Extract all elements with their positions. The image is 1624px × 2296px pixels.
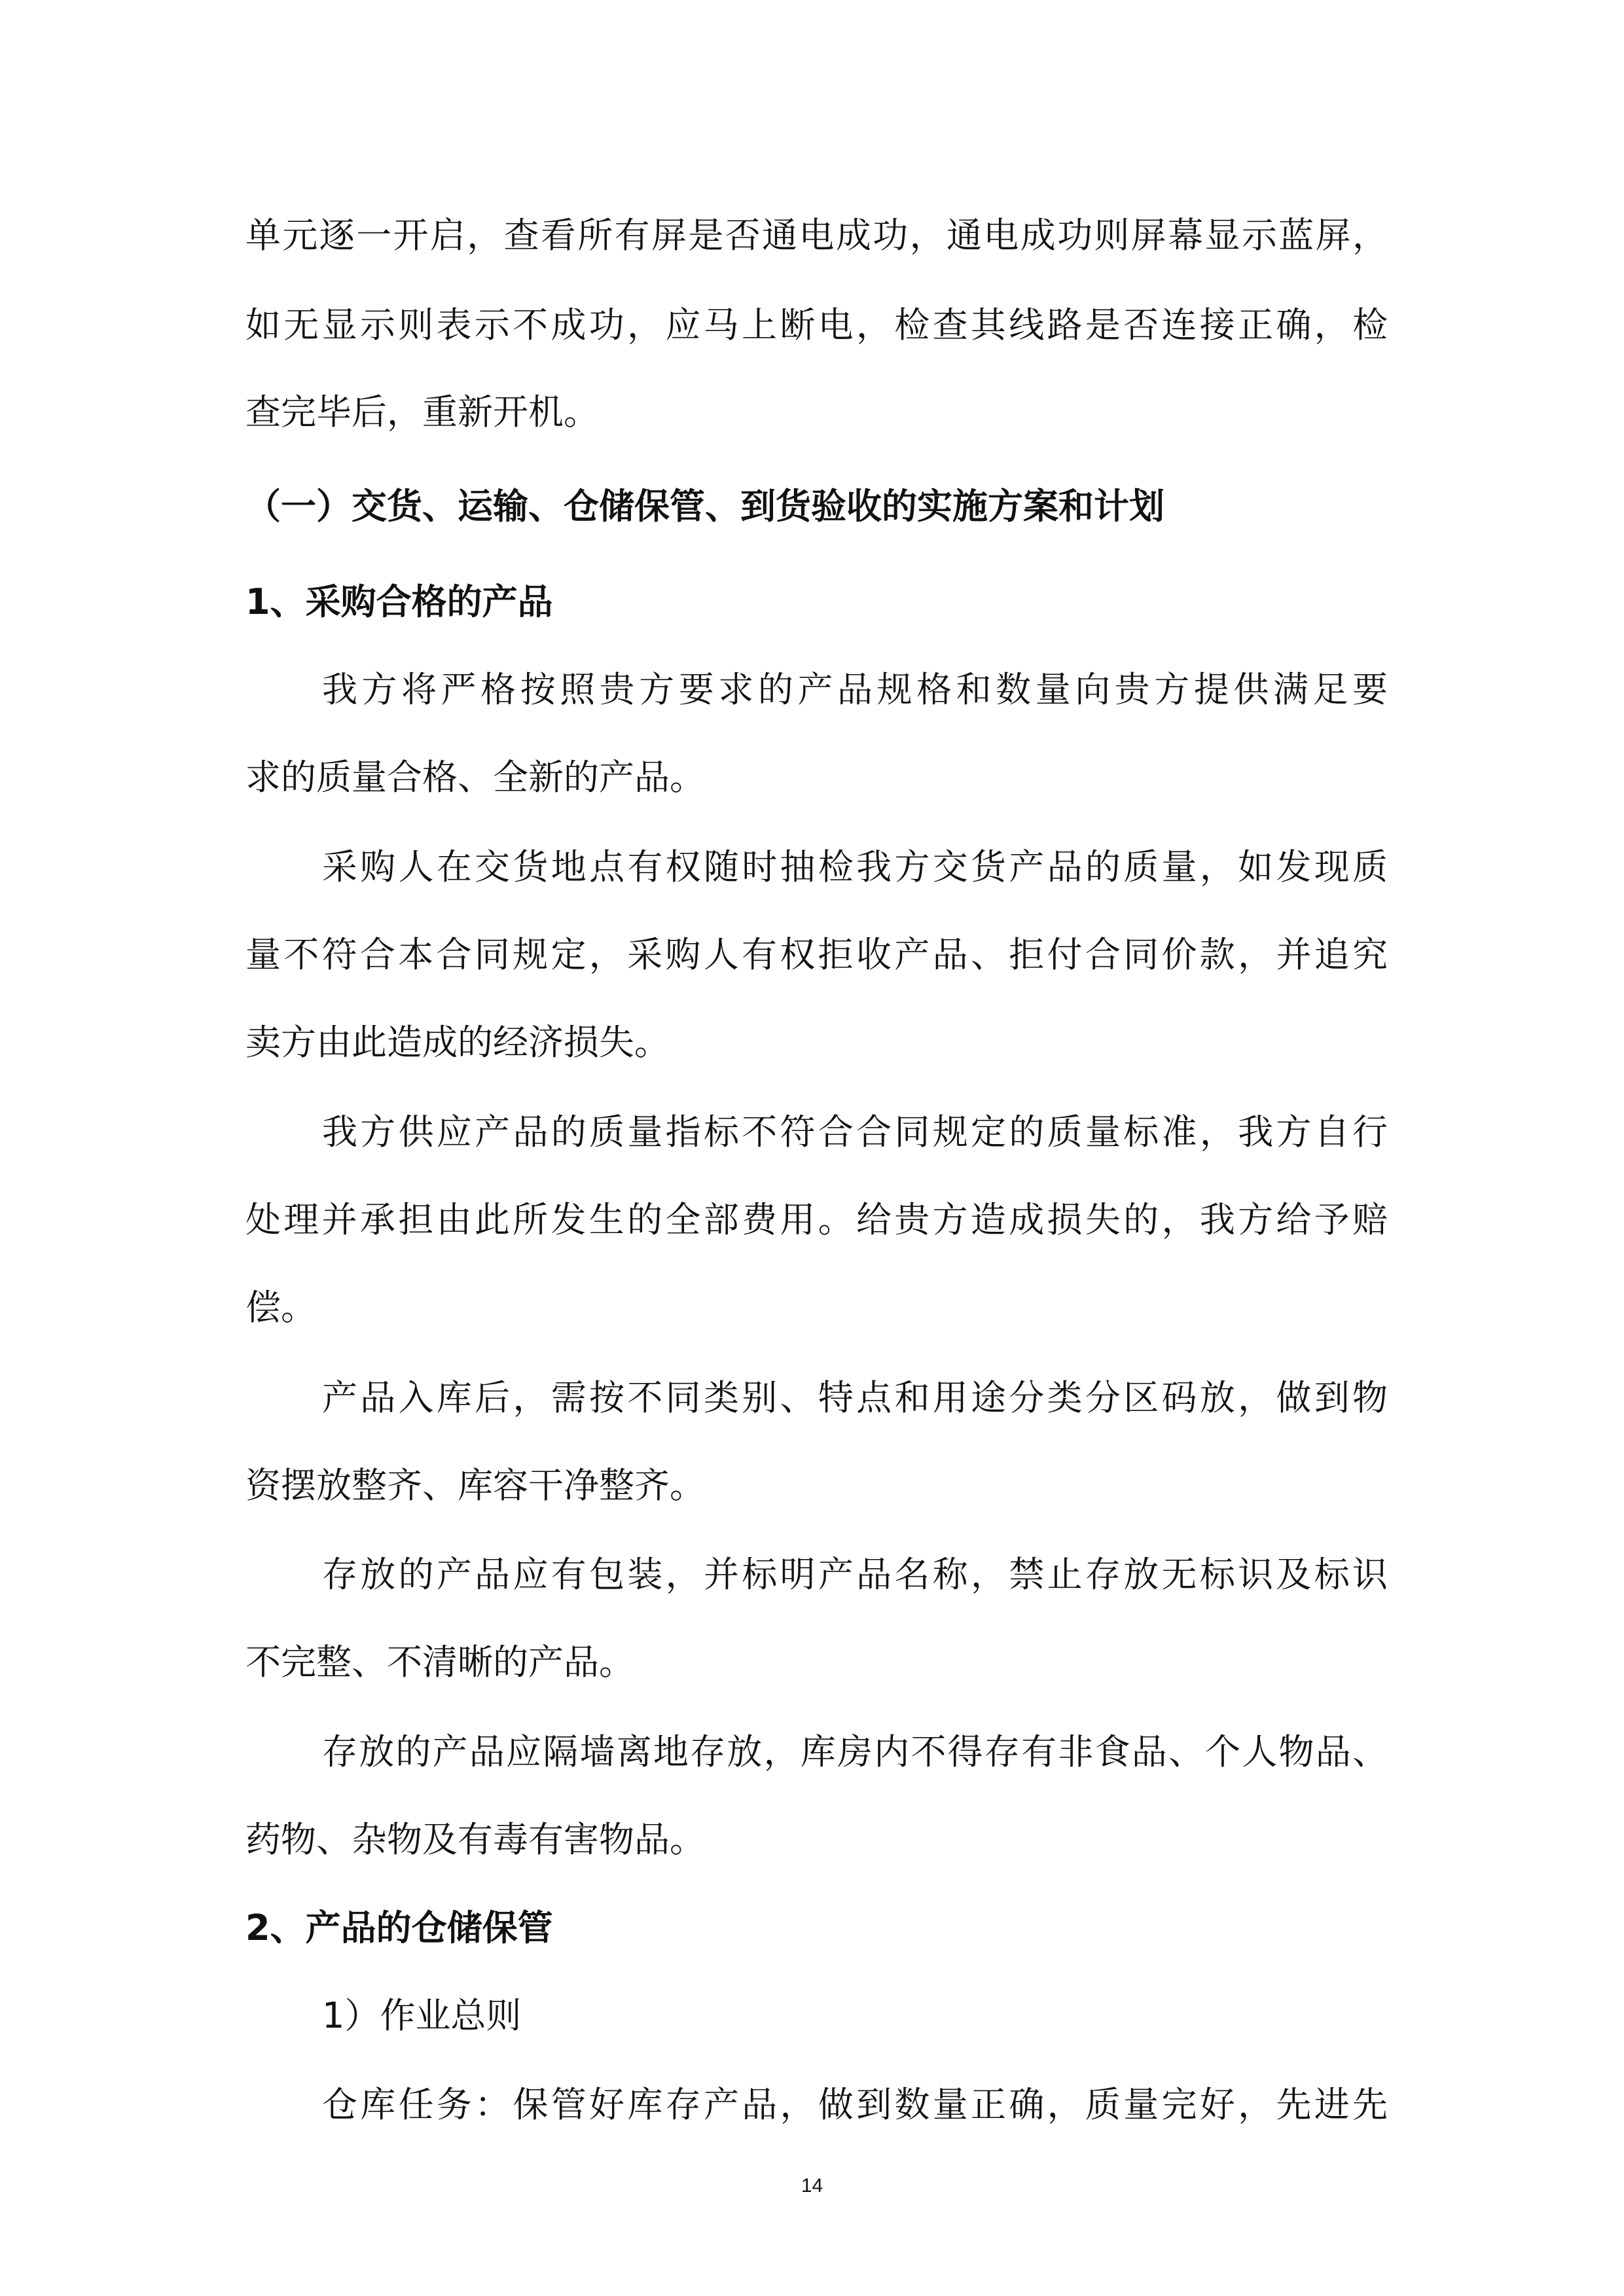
paragraph-first-line: 存放的产品应隔墙离地存放，库房内不得存有非食品、个人物品、 [322, 1731, 1388, 1772]
subsection-heading: 2、产品的仓储保管 [245, 1907, 553, 1948]
body-text-line: 求的质量合格、全新的产品。 [245, 757, 705, 798]
body-text-line: 查完毕后，重新开机。 [245, 391, 599, 433]
body-text-line: 资摆放整齐、库容干净整齐。 [245, 1465, 705, 1506]
body-text-line: 卖方由此造成的经济损失。 [245, 1022, 670, 1063]
paragraph-first-line: 产品入库后，需按不同类别、特点和用途分类分区码放，做到物 [322, 1377, 1388, 1418]
body-text-line: 药物、杂物及有毒有害物品。 [245, 1819, 705, 1860]
page-number: 14 [801, 2175, 823, 2197]
body-text-line: 处理并承担由此所发生的全部费用。给贵方造成损失的，我方给予赔 [245, 1199, 1388, 1240]
paragraph-first-line: 采购人在交货地点有权随时抽检我方交货产品的质量，如发现质 [322, 846, 1388, 888]
body-text-line: 单元逐一开启，查看所有屏是否通电成功，通电成功则屏幕显示蓝屏， [245, 215, 1388, 256]
section-heading: （一）交货、运输、仓储保管、到货验收的实施方案和计划 [245, 486, 1164, 527]
body-text-line: 如无显示则表示不成功，应马上断电，检查其线路是否连接正确，检 [245, 304, 1388, 346]
paragraph-first-line: 仓库任务：保管好库存产品，做到数量正确，质量完好，先进先 [322, 2084, 1388, 2125]
subsection-heading: 1、采购合格的产品 [245, 581, 553, 622]
body-text-line: 不完整、不清晰的产品。 [245, 1641, 634, 1683]
body-text-line: 偿。 [245, 1287, 316, 1328]
body-text-line: 量不符合本合同规定，采购人有权拒收产品、拒付合同价款，并追究 [245, 934, 1388, 975]
list-item-heading: 1）作业总则 [322, 1995, 522, 2036]
paragraph-first-line: 存放的产品应有包装，并标明产品名称，禁止存放无标识及标识 [322, 1554, 1388, 1595]
paragraph-first-line: 我方将严格按照贵方要求的产品规格和数量向贵方提供满足要 [322, 669, 1388, 710]
paragraph-first-line: 我方供应产品的质量指标不符合合同规定的质量标准，我方自行 [322, 1111, 1388, 1153]
